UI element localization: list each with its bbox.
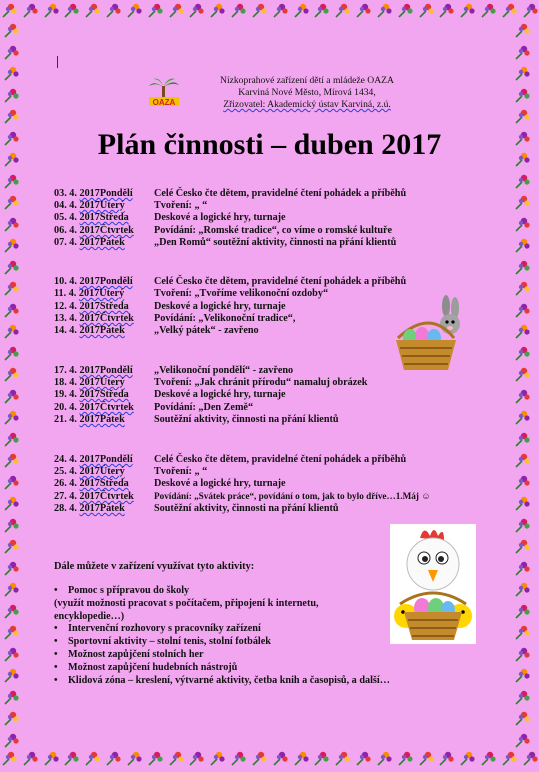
border-flower-icon xyxy=(513,452,531,470)
border-flower-icon xyxy=(513,323,531,341)
schedule-row xyxy=(54,478,286,489)
border-flower-icon xyxy=(2,194,20,212)
org-line-2: Karviná Nové Město, Mírová 1434, xyxy=(238,87,376,98)
border-flower-icon xyxy=(229,750,247,768)
border-flower-icon xyxy=(2,151,20,169)
border-flower-icon xyxy=(354,750,372,768)
border-flower-icon xyxy=(513,173,531,191)
border-flower-icon xyxy=(513,474,531,492)
border-flower-icon xyxy=(513,108,531,126)
bullet-icon: • xyxy=(54,674,58,686)
activity-subtext: (využít možnosti pracovat s počítačem, připojení k internetu, xyxy=(54,597,319,609)
schedule-day: Pondělí xyxy=(99,188,133,199)
border-flower-icon xyxy=(2,22,20,40)
border-right xyxy=(513,22,537,750)
schedule-date: 10. 4. 2017Pondělí xyxy=(54,276,133,287)
border-flower-icon xyxy=(513,216,531,234)
schedule-activity: Deskové a logické hry, turnaje xyxy=(154,301,286,312)
border-flower-icon xyxy=(417,750,435,768)
schedule-row xyxy=(54,276,406,287)
border-flower-icon xyxy=(2,495,20,513)
border-bottom xyxy=(0,750,539,772)
border-flower-icon xyxy=(513,431,531,449)
border-flower-icon xyxy=(513,689,531,707)
border-flower-icon xyxy=(513,667,531,685)
schedule-activity: Celé Česko čte dětem, pravidelné čtení pohádek a příběhů xyxy=(154,276,407,287)
schedule-date: 28. 4. 2017Pátek xyxy=(54,503,125,514)
schedule-activity: Celé Česko čte dětem, pravidelné čtení pohádek a příběhů xyxy=(154,454,407,465)
schedule-day: Čtvrtek xyxy=(99,402,134,413)
border-flower-icon xyxy=(513,22,531,40)
schedule-day: Středa xyxy=(99,389,129,400)
page-title: Plán činnosti – duben 2017 xyxy=(97,128,442,161)
border-flower-icon xyxy=(21,2,39,20)
border-flower-icon xyxy=(513,302,531,320)
schedule-day: Úterý xyxy=(99,288,125,299)
border-flower-icon xyxy=(2,624,20,642)
schedule-activity: „Den Romů“ soutěžní aktivity, činnosti na přání klientů xyxy=(154,237,397,248)
schedule-activity: Soutěžní aktivity, činnosti na přání klientů xyxy=(154,414,339,425)
border-flower-icon xyxy=(250,750,268,768)
border-flower-icon xyxy=(62,2,80,20)
border-flower-icon xyxy=(333,750,351,768)
border-flower-icon xyxy=(42,750,60,768)
border-flower-icon xyxy=(458,750,476,768)
border-flower-icon xyxy=(521,2,539,20)
schedule-row xyxy=(54,313,295,324)
schedule-row xyxy=(54,200,207,211)
border-flower-icon xyxy=(354,2,372,20)
schedule-row xyxy=(54,301,286,312)
border-top xyxy=(0,2,539,24)
schedule-row xyxy=(54,365,293,376)
schedule-date: 17. 4. 2017Pondělí xyxy=(54,365,133,376)
border-flower-icon xyxy=(2,323,20,341)
border-flower-icon xyxy=(2,237,20,255)
schedule-row xyxy=(54,402,253,413)
border-flower-icon xyxy=(375,2,393,20)
document-body xyxy=(30,28,509,744)
border-flower-icon xyxy=(521,750,539,768)
schedule-day: Čtvrtek xyxy=(99,491,134,502)
border-flower-icon xyxy=(2,538,20,556)
border-flower-icon xyxy=(513,495,531,513)
schedule-activity: Tvoření: „Tvoříme velikonoční ozdoby“ xyxy=(154,288,329,299)
border-flower-icon xyxy=(312,750,330,768)
org-line-3: Zřizovatel: Akademický ústav Karviná, z.ú. xyxy=(223,99,391,110)
border-flower-icon xyxy=(458,2,476,20)
schedule-row xyxy=(54,212,286,223)
organization-header xyxy=(182,75,432,111)
schedule-date: 11. 4. 2017Úterý xyxy=(54,288,125,299)
border-flower-icon xyxy=(2,710,20,728)
border-flower-icon xyxy=(513,87,531,105)
border-flower-icon xyxy=(292,2,310,20)
border-flower-icon xyxy=(437,750,455,768)
border-flower-icon xyxy=(2,366,20,384)
border-flower-icon xyxy=(187,2,205,20)
border-flower-icon xyxy=(271,2,289,20)
border-flower-icon xyxy=(513,366,531,384)
schedule-day: Středa xyxy=(99,212,129,223)
activity-subtext: encyklopedie…) xyxy=(54,610,125,622)
schedule-row xyxy=(54,188,406,199)
schedule-row xyxy=(54,491,431,502)
schedule-day: Pátek xyxy=(99,237,125,248)
border-flower-icon xyxy=(375,750,393,768)
activity-text: Možnost zapůjčení stolních her xyxy=(68,648,204,660)
border-flower-icon xyxy=(167,750,185,768)
schedule-date: 24. 4. 2017Pondělí xyxy=(54,454,133,465)
border-flower-icon xyxy=(513,646,531,664)
schedule-row xyxy=(54,454,406,465)
border-flower-icon xyxy=(0,750,18,768)
border-flower-icon xyxy=(513,237,531,255)
schedule-day: Pátek xyxy=(99,325,125,336)
border-flower-icon xyxy=(2,581,20,599)
border-flower-icon xyxy=(62,750,80,768)
activity-item xyxy=(54,585,390,623)
schedule-row xyxy=(54,389,286,400)
activity-text: Pomoc s přípravou do školy xyxy=(68,585,190,596)
border-flower-icon xyxy=(2,345,20,363)
svg-text:OAZA: OAZA xyxy=(152,98,176,106)
border-flower-icon xyxy=(513,624,531,642)
schedule-activity: Deskové a logické hry, turnaje xyxy=(154,212,286,223)
border-flower-icon xyxy=(0,2,18,20)
schedule-date: 20. 4. 2017Čtvrtek xyxy=(54,402,134,413)
border-flower-icon xyxy=(167,2,185,20)
border-flower-icon xyxy=(187,750,205,768)
border-flower-icon xyxy=(2,517,20,535)
schedule-day: Pondělí xyxy=(99,454,133,465)
activity-item xyxy=(54,662,390,675)
border-flower-icon xyxy=(513,44,531,62)
border-flower-icon xyxy=(500,2,518,20)
schedule-date: 18. 4. 2017Úterý xyxy=(54,377,125,388)
border-flower-icon xyxy=(513,388,531,406)
schedule-activity: Povídání: „Svátek práce“, povídání o tom, jak to bylo dříve…1.Máj ☺ xyxy=(154,491,431,501)
schedule-date: 26. 4. 2017Středa xyxy=(54,478,129,489)
schedule-date: 04. 4. 2017Úterý xyxy=(54,200,125,211)
border-flower-icon xyxy=(396,750,414,768)
schedule-activity: Tvoření: „ “ xyxy=(154,200,208,211)
bullet-icon: • xyxy=(54,648,58,660)
schedule-activity: Soutěžní aktivity, činnosti na přání klientů xyxy=(154,503,339,514)
schedule-row xyxy=(54,377,367,388)
border-flower-icon xyxy=(513,345,531,363)
border-flower-icon xyxy=(104,2,122,20)
border-flower-icon xyxy=(333,2,351,20)
border-flower-icon xyxy=(513,65,531,83)
schedule-row xyxy=(54,325,259,336)
border-flower-icon xyxy=(208,750,226,768)
activity-text: Klidová zóna – kreslení, výtvarné aktivity, četba knih a časopisů, a další… xyxy=(68,674,390,686)
border-flower-icon xyxy=(513,194,531,212)
schedule-date: 03. 4. 2017Pondělí xyxy=(54,188,133,199)
activity-item xyxy=(54,675,390,688)
border-flower-icon xyxy=(2,560,20,578)
border-flower-icon xyxy=(2,87,20,105)
schedule-date: 05. 4. 2017Středa xyxy=(54,212,129,223)
border-flower-icon xyxy=(513,517,531,535)
schedule-row xyxy=(54,466,207,477)
schedule-day: Pondělí xyxy=(99,276,133,287)
border-flower-icon xyxy=(229,2,247,20)
schedule-date: 25. 4. 2017Úterý xyxy=(54,466,125,477)
org-line-1: Nízkoprahové zařízení dětí a mládeže OAZA xyxy=(220,75,394,86)
schedule-row xyxy=(54,225,392,236)
border-flower-icon xyxy=(125,2,143,20)
border-flower-icon xyxy=(2,667,20,685)
chick-basket-icon xyxy=(390,524,476,644)
border-flower-icon xyxy=(292,750,310,768)
activity-item xyxy=(54,636,390,649)
border-flower-icon xyxy=(513,151,531,169)
border-flower-icon xyxy=(513,130,531,148)
border-flower-icon xyxy=(2,732,20,750)
border-flower-icon xyxy=(513,732,531,750)
schedule-date: 13. 4. 2017Čtvrtek xyxy=(54,313,134,324)
schedule-activity: Tvoření: „Jak chránit přírodu“ namaluj obrázek xyxy=(154,377,368,388)
schedule-row xyxy=(54,414,339,425)
border-flower-icon xyxy=(2,302,20,320)
border-flower-icon xyxy=(2,431,20,449)
border-flower-icon xyxy=(513,409,531,427)
activity-item xyxy=(54,623,390,636)
text-cursor xyxy=(57,56,58,68)
bullet-icon: • xyxy=(54,585,58,596)
activity-item xyxy=(54,649,390,662)
border-flower-icon xyxy=(42,2,60,20)
schedule-date: 12. 4. 2017Středa xyxy=(54,301,129,312)
border-left xyxy=(2,22,26,750)
schedule-activity: Povídání: „Romské tradice“, co víme o romské kultuře xyxy=(154,225,393,236)
border-flower-icon xyxy=(83,750,101,768)
schedule-date: 21. 4. 2017Pátek xyxy=(54,414,125,425)
border-flower-icon xyxy=(146,2,164,20)
border-flower-icon xyxy=(2,409,20,427)
border-flower-icon xyxy=(83,2,101,20)
border-flower-icon xyxy=(2,173,20,191)
schedule-day: Úterý xyxy=(99,200,125,211)
border-flower-icon xyxy=(2,65,20,83)
border-flower-icon xyxy=(500,750,518,768)
palm-logo-icon xyxy=(148,76,180,106)
schedule-date: 07. 4. 2017Pátek xyxy=(54,237,125,248)
schedule-date: 19. 4. 2017Středa xyxy=(54,389,129,400)
activity-text: Možnost zapůjčení hudebních nástrojů xyxy=(68,661,238,673)
schedule-activity: Deskové a logické hry, turnaje xyxy=(154,389,286,400)
schedule-day: Pátek xyxy=(99,414,125,425)
schedule-day: Úterý xyxy=(99,377,125,388)
border-flower-icon xyxy=(513,560,531,578)
activities-list xyxy=(54,585,390,687)
activity-text: Intervenční rozhovory s pracovníky zařízení xyxy=(68,623,261,635)
border-flower-icon xyxy=(513,538,531,556)
schedule-day: Pátek xyxy=(99,503,125,514)
schedule-day: Úterý xyxy=(99,466,125,477)
border-flower-icon xyxy=(513,710,531,728)
schedule-activity: Celé Česko čte dětem, pravidelné čtení pohádek a příběhů xyxy=(154,188,407,199)
schedule-day: Pondělí xyxy=(99,365,133,376)
border-flower-icon xyxy=(2,388,20,406)
activity-text: Sportovní aktivity – stolní tenis, stolní fotbálek xyxy=(68,636,271,648)
schedule-row xyxy=(54,288,328,299)
schedule-date: 06. 4. 2017Čtvrtek xyxy=(54,225,134,236)
border-flower-icon xyxy=(479,2,497,20)
schedule-day: Čtvrtek xyxy=(99,225,134,236)
border-flower-icon xyxy=(2,130,20,148)
border-flower-icon xyxy=(2,108,20,126)
border-flower-icon xyxy=(2,216,20,234)
schedule-row xyxy=(54,237,396,248)
border-flower-icon xyxy=(396,2,414,20)
border-flower-icon xyxy=(312,2,330,20)
border-flower-icon xyxy=(2,44,20,62)
border-flower-icon xyxy=(250,2,268,20)
border-flower-icon xyxy=(2,259,20,277)
activities-intro: Dále můžete v zařízení využívat tyto aktivity: xyxy=(54,561,255,572)
border-flower-icon xyxy=(146,750,164,768)
schedule-day: Středa xyxy=(99,301,129,312)
border-flower-icon xyxy=(513,581,531,599)
border-flower-icon xyxy=(513,259,531,277)
border-flower-icon xyxy=(513,603,531,621)
border-flower-icon xyxy=(2,603,20,621)
schedule-activity: „Velikonoční pondělí“ - zavřeno xyxy=(154,365,294,376)
border-flower-icon xyxy=(437,2,455,20)
border-flower-icon xyxy=(125,750,143,768)
border-flower-icon xyxy=(2,689,20,707)
border-flower-icon xyxy=(2,452,20,470)
border-flower-icon xyxy=(2,280,20,298)
border-flower-icon xyxy=(21,750,39,768)
schedule-day: Čtvrtek xyxy=(99,313,134,324)
schedule-activity: „Velký pátek“ - zavřeno xyxy=(154,325,259,336)
bullet-icon: • xyxy=(54,636,58,648)
bullet-icon: • xyxy=(54,661,58,673)
bunny-basket-icon xyxy=(394,294,466,376)
schedule-activity: Povídání: „Den Země“ xyxy=(154,402,254,413)
border-flower-icon xyxy=(479,750,497,768)
schedule-day: Středa xyxy=(99,478,129,489)
schedule-date: 27. 4. 2017Čtvrtek xyxy=(54,491,134,502)
schedule-activity: Tvoření: „ “ xyxy=(154,466,208,477)
schedule-row xyxy=(54,503,339,514)
schedule-activity: Povídání: „Velikonoční tradice“, xyxy=(154,313,296,324)
border-flower-icon xyxy=(2,646,20,664)
border-flower-icon xyxy=(417,2,435,20)
border-flower-icon xyxy=(513,280,531,298)
bullet-icon: • xyxy=(54,623,58,635)
border-flower-icon xyxy=(104,750,122,768)
schedule-activity: Deskové a logické hry, turnaje xyxy=(154,478,286,489)
border-flower-icon xyxy=(208,2,226,20)
border-flower-icon xyxy=(2,474,20,492)
border-flower-icon xyxy=(271,750,289,768)
schedule-date: 14. 4. 2017Pátek xyxy=(54,325,125,336)
